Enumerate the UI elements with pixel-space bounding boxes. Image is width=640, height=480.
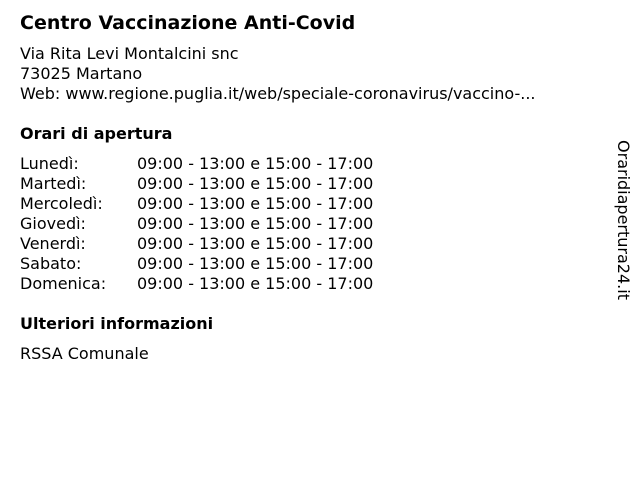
time-range: 09:00 - 13:00 e 15:00 - 17:00	[137, 174, 374, 193]
site-watermark: Oraridiapertura24.it	[614, 140, 633, 300]
address-block	[20, 44, 610, 104]
time-range: 09:00 - 13:00 e 15:00 - 17:00	[137, 194, 374, 213]
day-label: Sabato:	[20, 254, 82, 273]
time-range: 09:00 - 13:00 e 15:00 - 17:00	[137, 214, 374, 233]
opening-hours-heading: Orari di apertura	[20, 124, 173, 143]
hours-row-monday	[20, 154, 610, 174]
city-address: 73025 Martano	[20, 64, 143, 83]
day-label: Lunedì:	[20, 154, 79, 173]
more-info-heading: Ulteriori informazioni	[20, 314, 214, 333]
time-range: 09:00 - 13:00 e 15:00 - 17:00	[137, 254, 374, 273]
time-range: 09:00 - 13:00 e 15:00 - 17:00	[137, 234, 374, 253]
hours-row-tuesday	[20, 174, 610, 194]
page-title: Centro Vaccinazione Anti-Covid	[20, 12, 356, 34]
website-link[interactable]: Web: www.regione.puglia.it/web/speciale-coronavirus/vaccino-...	[20, 84, 536, 103]
hours-row-friday	[20, 234, 610, 254]
day-label: Mercoledì:	[20, 194, 103, 213]
day-label: Venerdì:	[20, 234, 86, 253]
hours-row-sunday	[20, 274, 610, 294]
more-info-text: RSSA Comunale	[20, 344, 149, 363]
day-label: Martedì:	[20, 174, 87, 193]
hours-row-saturday	[20, 254, 610, 274]
street-address: Via Rita Levi Montalcini snc	[20, 44, 239, 63]
time-range: 09:00 - 13:00 e 15:00 - 17:00	[137, 274, 374, 293]
listing-card	[20, 10, 610, 364]
opening-hours-table	[20, 154, 610, 294]
day-label: Giovedì:	[20, 214, 86, 233]
day-label: Domenica:	[20, 274, 107, 293]
hours-row-thursday	[20, 214, 610, 234]
time-range: 09:00 - 13:00 e 15:00 - 17:00	[137, 154, 374, 173]
hours-row-wednesday	[20, 194, 610, 214]
